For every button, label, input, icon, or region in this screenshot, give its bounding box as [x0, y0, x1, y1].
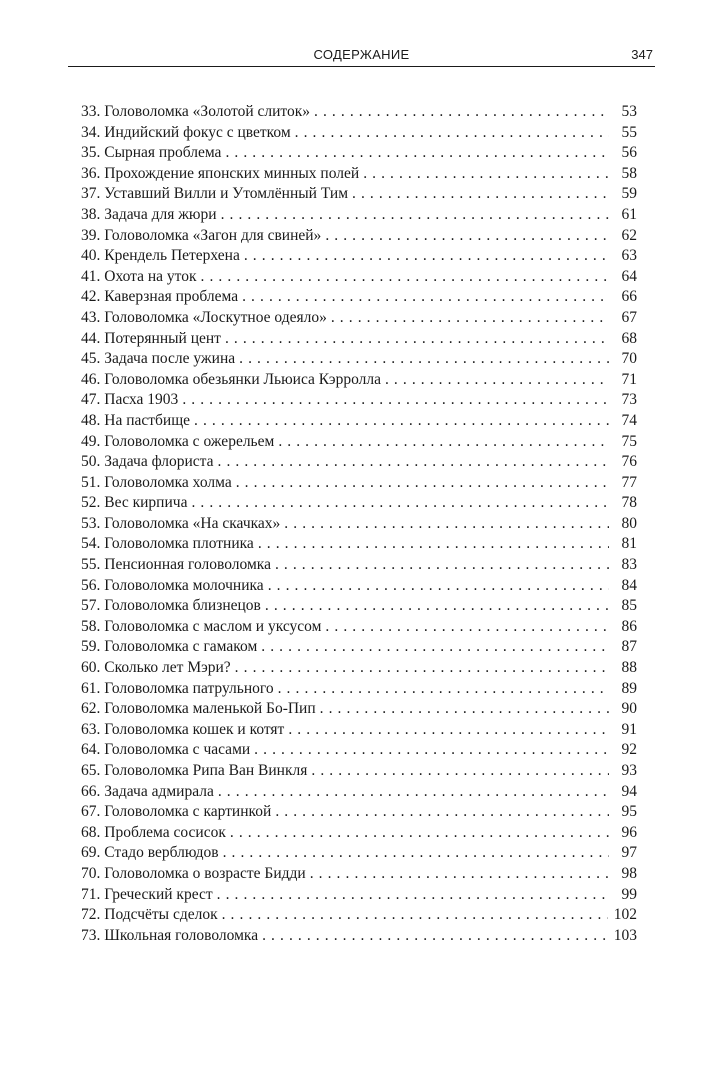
- toc-entry-page-number: 53: [621, 103, 637, 120]
- toc-entry: [81, 596, 637, 617]
- running-head-page-number: 347: [631, 47, 653, 62]
- toc-entry-page-number: 80: [621, 514, 637, 532]
- toc-entry-title: 41. Охота на уток: [81, 267, 197, 285]
- toc-entry-title: 46. Головоломка обезьянки Льюиса Кэрролла: [81, 370, 381, 388]
- toc-entry-page-number: 68: [621, 329, 637, 347]
- toc-entry: [81, 246, 637, 267]
- toc-entry: [81, 473, 637, 494]
- toc-entry: [81, 329, 637, 350]
- toc-entry: [81, 287, 637, 308]
- toc-entry: [81, 184, 637, 205]
- dot-leader: [275, 802, 609, 823]
- toc-entry-title: 71. Греческий крест: [81, 885, 213, 903]
- toc-entry-title: 36. Прохождение японских минных полей: [81, 164, 360, 182]
- toc-entry-page-number: 86: [621, 617, 637, 635]
- toc-entry: [81, 679, 637, 700]
- toc-entry-title: 48. На пастбище: [81, 411, 191, 429]
- toc-entry: [81, 617, 637, 638]
- toc-entry-title: 70. Головоломка о возрасте Бидди: [81, 864, 306, 882]
- dot-leader: [325, 226, 609, 247]
- toc-entry-page-number: 87: [621, 638, 637, 656]
- dot-leader: [230, 823, 609, 844]
- dot-leader: [191, 493, 609, 514]
- toc-entry-title: 53. Головоломка «На скачках»: [81, 514, 281, 532]
- toc-entry: [81, 576, 637, 597]
- toc-entry-title: 45. Задача после ужина: [81, 350, 236, 368]
- toc-entry-title: 55. Пенсионная головоломка: [81, 556, 271, 574]
- toc-entry-title: 51. Головоломка холма: [81, 473, 232, 491]
- toc-entry-title: 40. Крендель Петерхена: [81, 247, 240, 265]
- running-head-title: СОДЕРЖАНИЕ: [313, 47, 410, 62]
- toc-entry-title: 35. Сырная проблема: [81, 144, 222, 162]
- toc-entry-page-number: 84: [621, 576, 637, 594]
- toc-entry-title: 54. Головоломка плотника: [81, 535, 254, 553]
- toc-entry-page-number: 56: [621, 144, 637, 162]
- toc-entry: [81, 123, 637, 144]
- toc-entry-page-number: 88: [621, 659, 637, 677]
- dot-leader: [182, 390, 609, 411]
- toc-entry: [81, 514, 637, 535]
- toc-entry-title: 67. Головоломка с картинкой: [81, 803, 272, 821]
- dot-leader: [310, 864, 609, 885]
- toc-entry-title: 58. Головоломка с маслом и уксусом: [81, 617, 322, 635]
- dot-leader: [363, 164, 609, 185]
- dot-leader: [295, 123, 609, 144]
- dot-leader: [278, 432, 609, 453]
- toc-entry-page-number: 74: [621, 411, 637, 429]
- toc-entry: [81, 411, 637, 432]
- toc-entry-title: 52. Вес кирпича: [81, 494, 188, 512]
- toc-entry-title: 34. Индийский фокус с цветком: [81, 123, 291, 141]
- toc-entry-title: 60. Сколько лет Мэри?: [81, 659, 231, 677]
- dot-leader: [314, 102, 609, 123]
- toc-entry-title: 42. Каверзная проблема: [81, 288, 239, 306]
- toc-entry-title: 72. Подсчёты сделок: [81, 906, 218, 924]
- dot-leader: [235, 658, 609, 679]
- toc-entry-title: 66. Задача адмирала: [81, 782, 214, 800]
- dot-leader: [261, 637, 609, 658]
- dot-leader: [278, 679, 609, 700]
- dot-leader: [194, 411, 609, 432]
- dot-leader: [225, 143, 609, 164]
- toc-entry-title: 73. Школьная головоломка: [81, 926, 259, 944]
- toc-entry-page-number: 55: [621, 123, 637, 141]
- dot-leader: [254, 740, 609, 761]
- toc-entry-page-number: 97: [621, 844, 637, 862]
- toc-entry-title: 39. Головоломка «Загон для свиней»: [81, 226, 322, 244]
- toc-entry: [81, 555, 637, 576]
- toc-entry-page-number: 67: [621, 308, 637, 326]
- dot-leader: [225, 329, 609, 350]
- toc-entry: [81, 802, 637, 823]
- toc-entry-title: 65. Головоломка Рипа Ван Винкля: [81, 762, 308, 779]
- dot-leader: [265, 596, 609, 617]
- toc-entry-page-number: 102: [613, 906, 637, 924]
- toc-entry-page-number: 81: [621, 535, 637, 553]
- dot-leader: [222, 905, 608, 926]
- toc-entry: [81, 267, 637, 288]
- table-of-contents: [81, 102, 637, 946]
- dot-leader: [275, 555, 609, 576]
- toc-entry-title: 44. Потерянный цент: [81, 329, 221, 347]
- toc-entry-page-number: 99: [621, 885, 637, 903]
- toc-entry: [81, 164, 637, 185]
- toc-entry-page-number: 63: [621, 247, 637, 265]
- dot-leader: [284, 514, 609, 535]
- toc-entry: [81, 761, 637, 782]
- toc-entry-page-number: 103: [613, 926, 637, 944]
- dot-leader: [268, 576, 609, 597]
- toc-entry-title: 38. Задача для жюри: [81, 205, 217, 223]
- dot-leader: [242, 287, 609, 308]
- toc-entry-page-number: 78: [621, 494, 637, 512]
- toc-entry-page-number: 59: [621, 185, 637, 203]
- toc-entry-page-number: 75: [621, 432, 637, 450]
- toc-entry: [81, 205, 637, 226]
- toc-entry-page-number: 73: [621, 391, 637, 409]
- toc-entry: [81, 370, 637, 391]
- toc-entry: [81, 226, 637, 247]
- toc-entry-title: 61. Головоломка патрульного: [81, 679, 274, 697]
- toc-entry-page-number: 71: [621, 370, 637, 388]
- toc-entry-title: 68. Проблема сосисок: [81, 823, 226, 841]
- dot-leader: [331, 308, 609, 329]
- dot-leader: [325, 617, 609, 638]
- toc-entry: [81, 740, 637, 761]
- toc-entry-title: 49. Головоломка с ожерельем: [81, 432, 275, 450]
- toc-entry: [81, 452, 637, 473]
- toc-entry-title: 50. Задача флориста: [81, 453, 214, 471]
- toc-entry: [81, 926, 637, 947]
- toc-entry-title: 62. Головоломка маленькой Бо-Пип: [81, 700, 316, 718]
- toc-entry-page-number: 83: [621, 556, 637, 574]
- dot-leader: [236, 473, 609, 494]
- toc-entry: [81, 720, 637, 741]
- dot-leader: [244, 246, 609, 267]
- dot-leader: [221, 205, 609, 226]
- toc-entry: [81, 905, 637, 926]
- dot-leader: [262, 926, 608, 947]
- toc-entry-title: 69. Стадо верблюдов: [81, 844, 219, 862]
- toc-entry: [81, 843, 637, 864]
- toc-entry-title: 37. Уставший Вилли и Утомлённый Тим: [81, 185, 349, 203]
- running-head: [68, 44, 655, 67]
- dot-leader: [217, 885, 609, 906]
- toc-entry-page-number: 93: [621, 762, 637, 779]
- toc-entry-page-number: 58: [621, 164, 637, 182]
- toc-entry-title: 64. Головоломка с часами: [81, 741, 251, 759]
- dot-leader: [223, 843, 609, 864]
- toc-entry-page-number: 77: [621, 473, 637, 491]
- dot-leader: [311, 761, 609, 782]
- toc-entry: [81, 534, 637, 555]
- dot-leader: [352, 184, 609, 205]
- toc-entry-page-number: 90: [621, 700, 637, 718]
- toc-entry-page-number: 64: [621, 267, 637, 285]
- dot-leader: [218, 452, 610, 473]
- toc-entry: [81, 143, 637, 164]
- toc-entry: [81, 308, 637, 329]
- dot-leader: [288, 720, 609, 741]
- toc-entry: [81, 658, 637, 679]
- toc-entry: [81, 885, 637, 906]
- toc-entry-page-number: 66: [621, 288, 637, 306]
- toc-entry: [81, 699, 637, 720]
- toc-entry-title: 43. Головоломка «Лоскутное одеяло»: [81, 308, 327, 326]
- toc-entry-title: 33. Головоломка «Золотой слиток»: [81, 103, 311, 120]
- toc-entry-page-number: 62: [621, 226, 637, 244]
- dot-leader: [201, 267, 609, 288]
- dot-leader: [385, 370, 609, 391]
- toc-entry: [81, 782, 637, 803]
- toc-entry-title: 59. Головоломка с гамаком: [81, 638, 258, 656]
- toc-entry-page-number: 91: [621, 720, 637, 738]
- dot-leader: [258, 534, 609, 555]
- toc-entry: [81, 390, 637, 411]
- toc-entry-title: 57. Головоломка близнецов: [81, 597, 261, 615]
- toc-entry: [81, 432, 637, 453]
- toc-entry-page-number: 85: [621, 597, 637, 615]
- toc-entry: [81, 102, 637, 123]
- toc-entry-page-number: 94: [621, 782, 637, 800]
- toc-entry-page-number: 96: [621, 823, 637, 841]
- toc-entry: [81, 637, 637, 658]
- toc-entry: [81, 864, 637, 885]
- dot-leader: [218, 782, 609, 803]
- toc-entry-page-number: 70: [621, 350, 637, 368]
- toc-entry: [81, 349, 637, 370]
- toc-entry-page-number: 92: [621, 741, 637, 759]
- toc-entry-title: 56. Головоломка молочника: [81, 576, 264, 594]
- toc-entry-page-number: 95: [621, 803, 637, 821]
- dot-leader: [320, 699, 609, 720]
- toc-entry-page-number: 89: [621, 679, 637, 697]
- toc-entry-page-number: 61: [621, 205, 637, 223]
- toc-entry-title: 63. Головоломка кошек и котят: [81, 720, 285, 738]
- toc-entry: [81, 823, 637, 844]
- toc-entry-title: 47. Пасха 1903: [81, 391, 179, 409]
- toc-entry-page-number: 98: [621, 864, 637, 882]
- dot-leader: [239, 349, 609, 370]
- toc-entry: [81, 493, 637, 514]
- toc-entry-page-number: 76: [621, 453, 637, 471]
